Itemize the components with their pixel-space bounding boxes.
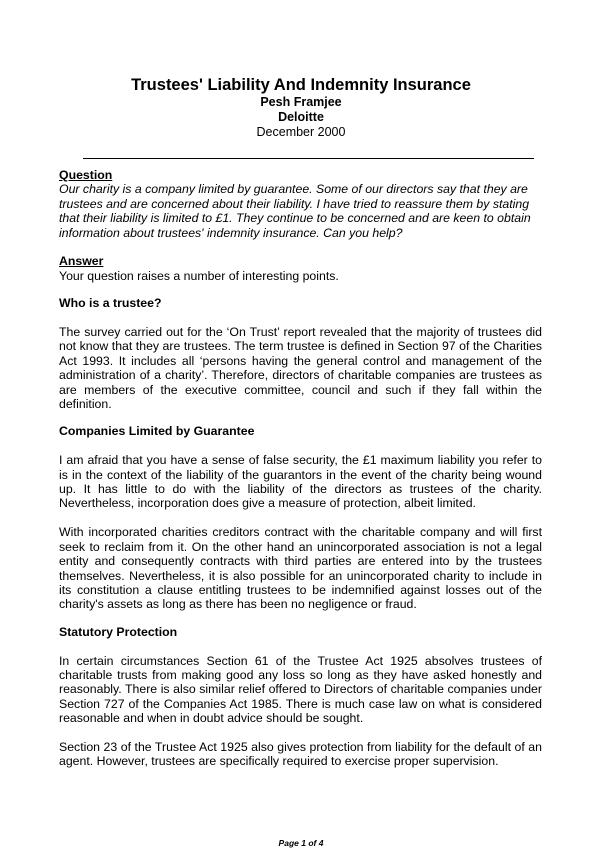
paragraph: I am afraid that you have a sense of false security, the £1 maximum liability you refer to is in the context of the liability of the guarantors in the event of the charity being wound up. It has little to do with the liability of the directors as trustees of the charity. Nevertheless, incorporation does give a measure of protection, albeit limited. [59, 453, 542, 511]
paragraph: In certain circumstances Section 61 of the Trustee Act 1925 absolves trustees of charitable trusts from making good any loss so long as they have asked honestly and reasonably. There is also similar relief offered to Directors of charitable companies under Section 727 of the Companies Act 1985. There is much case law on what is considered reasonable and when in doubt advice should be sought. [59, 653, 542, 726]
paragraph: Section 23 of the Trustee Act 1925 also gives protection from liability for the default of an agent. However, trustees are specifically required to exercise proper supervision. [59, 739, 542, 769]
answer-label: Answer [59, 254, 104, 269]
document-author: Pesh Framjee [260, 95, 342, 109]
answer-block [59, 254, 542, 283]
section-heading: Companies Limited by Guarantee [59, 424, 255, 439]
document-date: December 2000 [256, 125, 346, 139]
page-number: Page 1 of 4 [278, 838, 324, 848]
question-label: Question [59, 168, 113, 182]
answer-intro: Your question raises a number of interesting points. [59, 268, 339, 283]
question-block [59, 168, 542, 240]
document-header [0, 76, 602, 140]
section-heading: Statutory Protection [59, 624, 178, 639]
document-body [59, 168, 542, 769]
paragraph: With incorporated charities creditors contract with the charitable company and will first seek to reclaim from it. On the other hand an unincorporated association is not a legal entity and consequently contracts with third parties are entered into by the trustees themselves. Nevertheless, it is also possible for an unincorporated charity to include in its constitution a clause entitling trustees to be indemnified against losses out of the charity's assets as long as there has been no negligence or fraud. [59, 525, 542, 612]
document-title: Trustees' Liability And Indemnity Insurance [131, 76, 471, 94]
paragraph: The survey carried out for the ‘On Trust’ report revealed that the majority of trustees did not know that they are trustees. The term trustee is defined in Section 97 of the Charities Act 1993. It includes all ‘persons having the general control and management of the administration of a charity’. Therefore, directors of charitable companies are trustees as are members of the executive committee, council and such if they fall within the definition. [59, 325, 542, 412]
header-divider [83, 158, 534, 159]
document-organization: Deloitte [278, 110, 324, 124]
section-companies-limited-by-guarantee [59, 424, 542, 611]
section-statutory-protection [59, 625, 542, 769]
section-who-is-trustee [59, 296, 542, 411]
question-text: Our charity is a company limited by guarantee. Some of our directors say that they are trustees and are concerned about their liability. I have tried to reassure them by stating that their liability is limited to £1. They continue to be concerned and are keen to obtain information about trustees' indemnity insurance. Can you help? [59, 182, 531, 240]
section-heading: Who is a trustee? [59, 296, 162, 311]
